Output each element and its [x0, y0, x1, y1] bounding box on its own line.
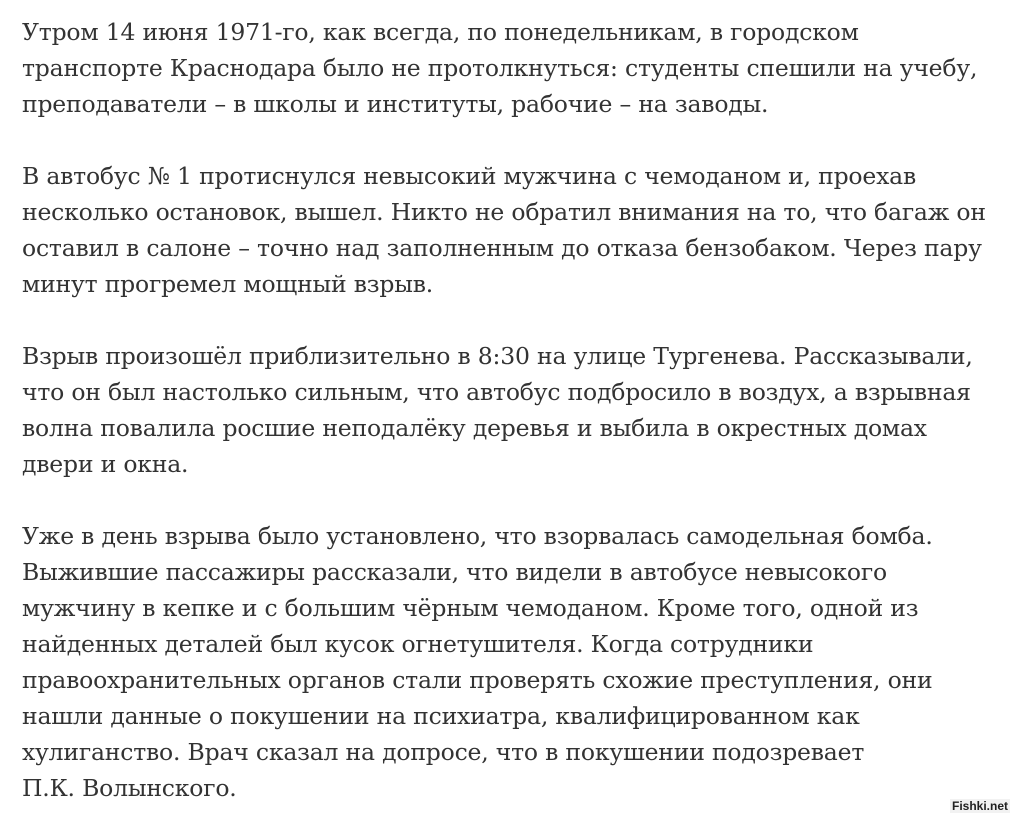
site-watermark: Fishki.net	[951, 799, 1008, 813]
article-body	[22, 14, 1007, 806]
paragraph-1: Утром 14 июня 1971-го, как всегда, по понедельникам, в городском транспорте Краснодара было не протолкнуться: студенты спешили на учебу, преподаватели – в школы и институты, рабочие – на заводы.	[22, 18, 978, 118]
paragraph-2: В автобус № 1 протиснулся невысокий мужчина с чемоданом и, проехав несколько остановок, вышел. Никто не обратил внимания на то, что багаж он оставил в салоне – точно над заполненным до отказа бензобаком. Через пару минут прогремел мощный взрыв.	[22, 162, 986, 298]
paragraph-3: Взрыв произошёл приблизительно в 8:30 на улице Тургенева. Рассказывали, что он был настолько сильным, что автобус подбросило в воздух, а взрывная волна повалила росшие неподалёку деревья и выбила в окрестных домах двери и окна.	[22, 342, 973, 478]
paragraph-4: Уже в день взрыва было установлено, что взорвалась самодельная бомба. Выжившие пассажиры рассказали, что видели в автобусе невысокого мужчину в кепке и с большим чёрным чемоданом. Кроме того, одной из найденных деталей был кусок огнетушителя. Когда сотрудники правоохранительных органов стали проверять схожие преступления, они нашли данные о покушении на психиатра, квалифицированном как хулиганство. Врач сказал на допросе, что в покушении подозревает П.К. Волынского.	[22, 522, 933, 802]
